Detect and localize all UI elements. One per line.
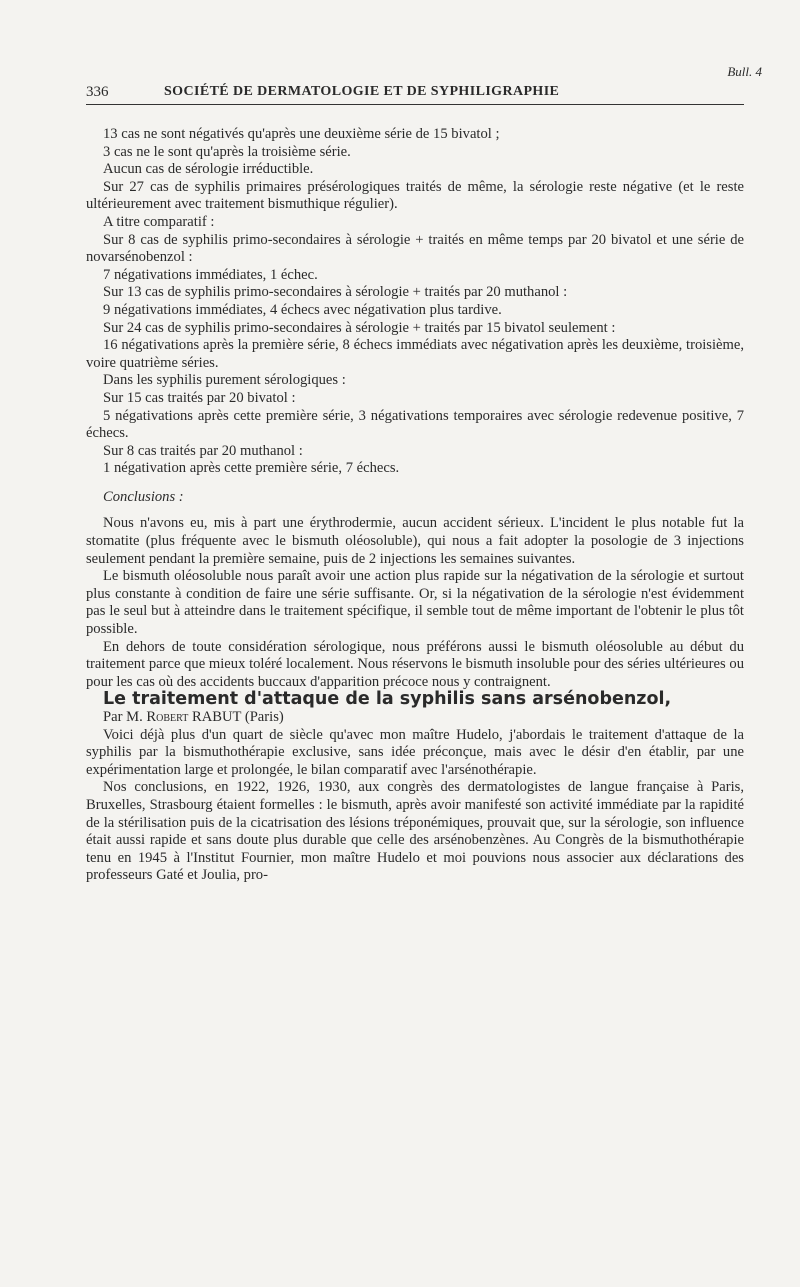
paragraph: 5 négativations après cette première série, 3 négativations temporaires avec sérologie redevenue positive, 7 échecs.: [86, 407, 744, 442]
author-name: Robert: [146, 709, 189, 725]
paragraph: En dehors de toute considération sérologique, nous préférons aussi le bismuth oléosoluble au début du traitement parce que mieux toléré localement. Nous réservons le bismuth insoluble pour des séries ultérieures ou pour les cas où des accidents buccaux d'apparition précoce nous y contraignent.: [86, 638, 744, 690]
paragraph: Dans les syphilis purement sérologiques :: [103, 372, 346, 389]
conclusions-heading: Conclusions :: [103, 488, 184, 505]
paragraph: 13 cas ne sont négativés qu'après une deuxième série de 15 bivatol ;: [103, 126, 500, 142]
paragraph: Aucun cas de sérologie irréductible.: [103, 161, 314, 178]
running-title: SOCIÉTÉ DE DERMATOLOGIE ET DE SYPHILIGRAPHIE: [164, 84, 560, 99]
bulletin-mark: Bull. 4: [727, 64, 762, 79]
paragraph: Nos conclusions, en 1922, 1926, 1930, aux congrès des dermatologistes de langue française à Paris, Bruxelles, Strasbourg étaient formelles : le bismuth, après avoir manifesté son activité immédiate par la rapidité de la stérilisation puis de la cicatrisation des lésions tréponémiques, prouvait que, sur la sérologie, son influence était aussi rapide et sans doute plus durable que celle des arsénobenzènes. Au Congrès de la bismuthothérapie tenu en 1945 à l'Institut Fournier, mon maître Hudelo et moi pouvions nous associer aux déclarations des professeurs Gaté et Joulia, pro-: [86, 779, 744, 884]
paragraph: Voici déjà plus d'un quart de siècle qu'avec mon maître Hudelo, j'abordais le traitement d'attaque de la syphilis par la bismuthothérapie exclusive, sans idée préconçue, mais avec le désir d'en établir, par une expérimentation large et prolongée, le bilan comparatif avec l'arsénothérapie.: [86, 726, 744, 778]
paragraph: Sur 13 cas de syphilis primo-secondaires à sérologie + traités par 20 muthanol :: [103, 284, 568, 301]
article-title: Le traitement d'attaque de la syphilis sans arsénobenzol,: [103, 689, 672, 710]
paragraph: Sur 8 cas de syphilis primo-secondaires à sérologie + traités en même temps par 20 bivatol et une série de novarsénobenzol :: [86, 231, 744, 266]
page-header: [86, 84, 744, 105]
page-number: 336: [86, 84, 109, 100]
paragraph: 9 négativations immédiates, 4 échecs avec négativation plus tardive.: [103, 301, 502, 318]
paragraph: Sur 27 cas de syphilis primaires présérologiques traités de même, la sérologie reste négative (et le reste ultérieurement avec traitement bismuthique régulier).: [86, 178, 744, 213]
paragraph: Nous n'avons eu, mis à part une érythrodermie, aucun accident sérieux. L'incident le plus notable fut la stomatite (plus fréquente avec le bismuth oléosoluble), qui nous a fait adopter la posologie de 3 injections seulement pendant la première semaine, puis de 2 injections les semaines suivantes.: [86, 515, 744, 567]
paragraph: Sur 15 cas traités par 20 bivatol :: [103, 389, 296, 406]
article-author: [86, 709, 744, 727]
author-surname: RABUT: [191, 709, 242, 725]
paragraph: Sur 24 cas de syphilis primo-secondaires à sérologie + traités par 15 bivatol seulement :: [103, 319, 616, 336]
author-prefix: Par M.: [103, 709, 143, 725]
paragraph: 1 négativation après cette première série, 7 échecs.: [103, 460, 400, 477]
body-text: [86, 126, 744, 885]
author-city: (Paris): [244, 709, 284, 725]
paragraph: 16 négativations après la première série, 8 échecs immédiats avec négativation après les deuxième, troisième, voire quatrième séries.: [86, 337, 744, 371]
paragraph: A titre comparatif :: [103, 213, 215, 230]
paragraph: Le bismuth oléosoluble nous paraît avoir une action plus rapide sur la négativation de la sérologie et surtout plus constante à condition de faire une série suffisante. Or, si la négativation de la sérologie n'est évidemment pas le seul but à atteindre dans le traitement spécifique, il semble tout de même important de l'obtenir le plus tôt possible.: [86, 568, 744, 638]
paragraph: Sur 8 cas traités par 20 muthanol :: [103, 442, 303, 459]
paragraph: 3 cas ne le sont qu'après la troisième série.: [103, 143, 351, 160]
paragraph: 7 négativations immédiates, 1 échec.: [103, 266, 318, 283]
